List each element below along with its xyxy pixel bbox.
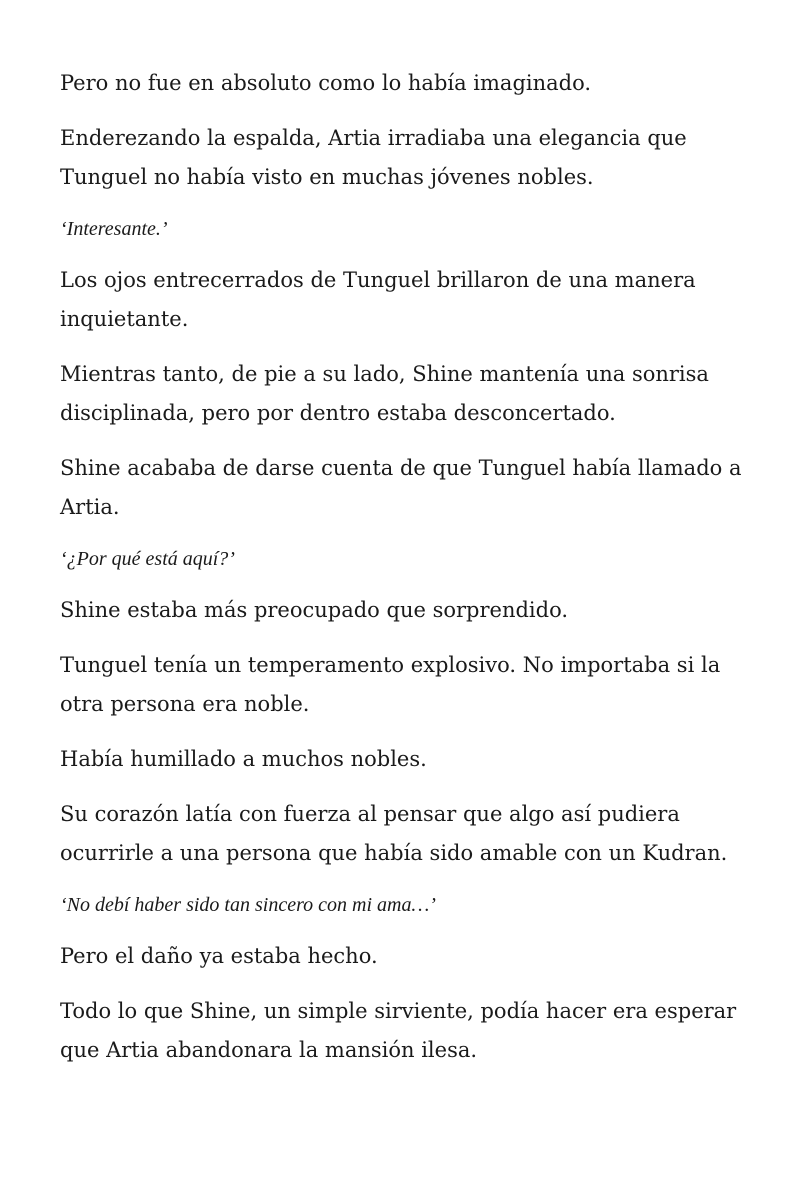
paragraph: Shine acababa de darse cuenta de que Tunguel había llamado a Artia. [60,456,742,519]
paragraph: Mientras tanto, de pie a su lado, Shine mantenía una sonrisa disciplinada, pero por dentro estaba desconcertado. [60,362,709,425]
inner-thought: ‘Interesante.’ [60,218,168,240]
paragraph: Los ojos entrecerrados de Tunguel brillaron de una manera inquietante. [60,268,696,331]
paragraph: Su corazón latía con fuerza al pensar que algo así pudiera ocurrirle a una persona que había sido amable con un Kudran. [60,802,728,865]
inner-thought: ‘No debí haber sido tan sincero con mi ama…’ [60,894,436,916]
paragraph: Shine estaba más preocupado que sorprendido. [60,598,569,622]
document-page [60,64,760,1086]
paragraph: Había humillado a muchos nobles. [60,747,427,771]
paragraph: Pero no fue en absoluto como lo había imaginado. [60,71,592,95]
paragraph: Enderezando la espalda, Artia irradiaba una elegancia que Tunguel no había visto en muchas jóvenes nobles. [60,126,687,189]
paragraph: Pero el daño ya estaba hecho. [60,944,378,968]
paragraph: Todo lo que Shine, un simple sirviente, podía hacer era esperar que Artia abandonara la mansión ilesa. [60,999,737,1062]
paragraph: Tunguel tenía un temperamento explosivo. No importaba si la otra persona era noble. [60,653,721,716]
inner-thought: ‘¿Por qué está aquí?’ [60,548,235,570]
